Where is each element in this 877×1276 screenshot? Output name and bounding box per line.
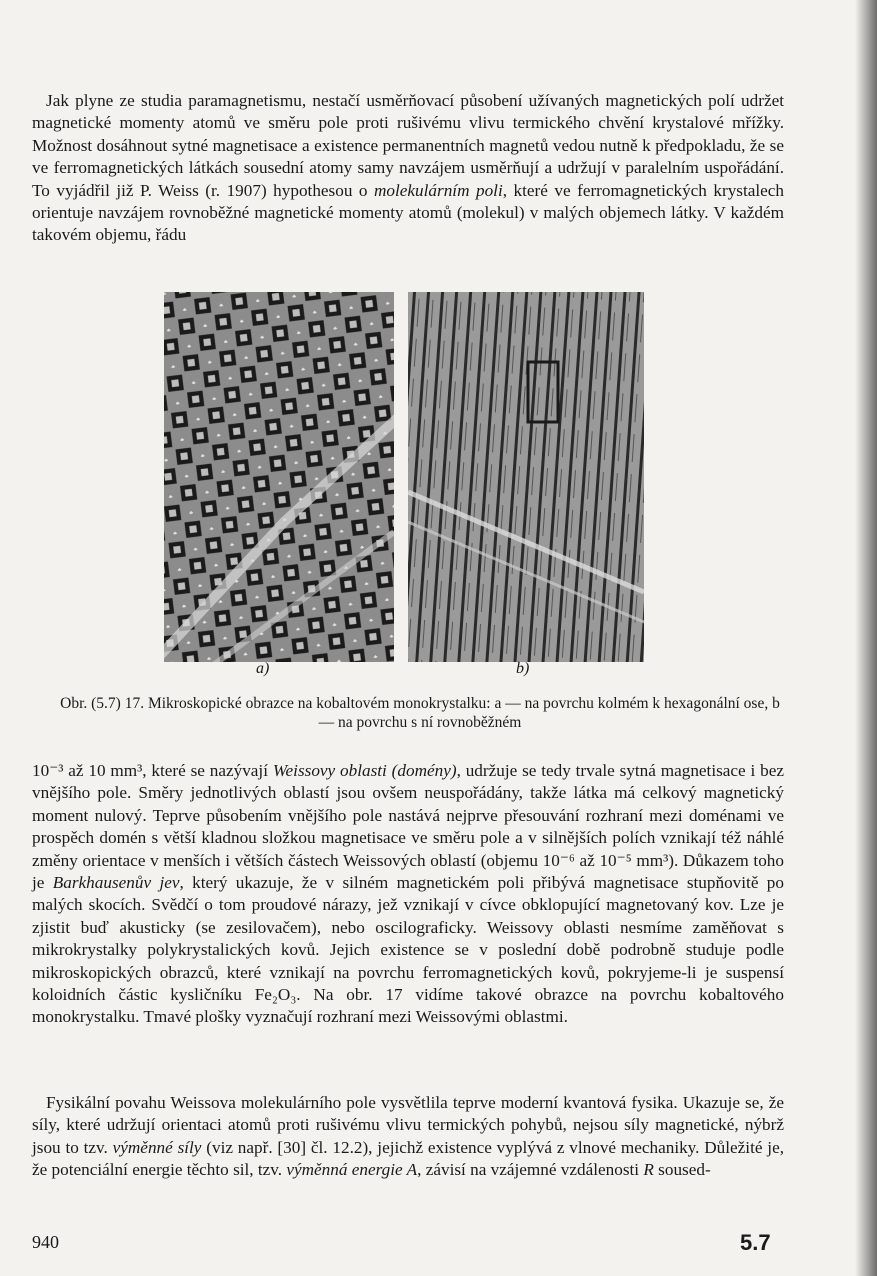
- paragraph-exchange: [32, 1092, 784, 1182]
- paragraph-text: soused-: [658, 1160, 711, 1180]
- paragraph-text: (viz např. [30] čl. 12.2), jejichž existence vyplývá z vlnové mechaniky. Důležité je, že potenciální energie těchto sil, tzv.: [32, 1137, 784, 1180]
- micrograph-panel-b: [408, 292, 644, 662]
- paragraph-text: , které ve ferromagnetických krystalech orientuje navzájem rovnoběžné magnetické momenty atomů (molekul) v malých objemech látky. V každém takovém objemu, řádu: [32, 180, 785, 245]
- paragraph-text: Fysikální povahu Weissova molekulárního pole vysvětlila teprve moderní kvantová fysika. Ukazuje se, že síly, které udržují orientaci atomů proti rušivému vlivu termických pohybů, nejsou síly magnetické, nýbrž jsou to tzv.: [32, 1093, 784, 1157]
- paragraph-text: , který ukazuje, že v silném magnetickém poli přibývá magnetisace stupňovitě po malých skocích. Svědčí o tom proudové nárazy, jež vznikají v cívce obklopující magnetovaný kov. Lze je zjistit buď akusticky (se zesilovačem), nebo oscilograficky. Weissovy oblasti nesmíme zaměňovat s mikrokrystalky polykrystalických kovů. Jejich existence se v poslední době podrobně studuje podle mikroskopických obrazců, které vznikají na povrchu ferromagnetických kovů, pokryjeme-li je suspensí koloidních částic kysličníku Fe₂O₃. Na obr. 17 vidíme takové obrazce na povrchu kobaltového monokrystalku. Tmavé plošky vyznačují rozhraní mezi Weissovými oblastmi.: [32, 873, 784, 1027]
- paragraph-text: , udržuje se tedy trvale sytná magnetisace i bez vnějšího pole. Směry jednotlivých oblastí jsou ovšem neuspořádány, takže látka má celkový magnetický moment nulový. Teprve působením vnějšího pole nastává nejprve přesouvání rozhraní mezi doménami ve prospěch domén s větší kladnou složkou magnetisace ve směru pole a v silnějších polích vznikají též náhlé změny orientace v menších i větších částech Weissových oblastí (objemu 10⁻⁶ až 10⁻⁵ mm³). Důkazem toho je: [32, 761, 784, 893]
- emphasis-term: Barkhausenův jev: [52, 873, 180, 893]
- paragraph-text: , závisí na vzájemné vzdálenosti: [417, 1160, 640, 1180]
- emphasis-term: výměnná energie A: [286, 1160, 418, 1180]
- figure-17: [164, 292, 644, 662]
- paragraph-text: Jak plyne ze studia paramagnetismu, nestačí usměrňovací působení užívaných magnetických polí udržet magnetické momenty atomů ve směru pole proti rušivému vlivu termického chvění krystalové mřížky. Možnost dosáhnout sytné magnetisace a existence permanentních magnetů vedou nutně k předpokladu, že se ve ferromagnetických látkách sousední atomy samy navzájem usměrňují a udržují v paralelním uspořádání. To vyjádřil již P. Weiss (r. 1907) hypothesou o: [32, 91, 784, 200]
- figure-label-a: a): [256, 660, 270, 677]
- paragraph-domains: [32, 760, 784, 1029]
- paragraph-intro: [32, 90, 784, 247]
- emphasis-term: výměnné síly: [112, 1137, 202, 1157]
- emphasis-term: Weissovy oblasti (domény): [272, 761, 457, 780]
- paragraph-text: 10⁻³ až 10 mm³, které se nazývají: [32, 761, 268, 780]
- figure-label-b: b): [516, 660, 530, 677]
- page-number: 940: [32, 1232, 59, 1252]
- section-number: 5.7: [740, 1230, 771, 1255]
- emphasis-term: R: [643, 1160, 654, 1180]
- figure-caption: Obr. (5.7) 17. Mikroskopické obrazce na kobaltovém monokrystalku: a — na povrchu kolmém k hexagonální ose, b — na povrchu s ní rovnoběžném: [60, 695, 780, 731]
- page-edge-shadow: [855, 0, 877, 1276]
- emphasis-term: molekulárním poli: [374, 180, 503, 200]
- domain-pattern-b: [408, 292, 644, 662]
- domain-pattern-a: [164, 292, 394, 662]
- micrograph-panel-a: [164, 292, 394, 662]
